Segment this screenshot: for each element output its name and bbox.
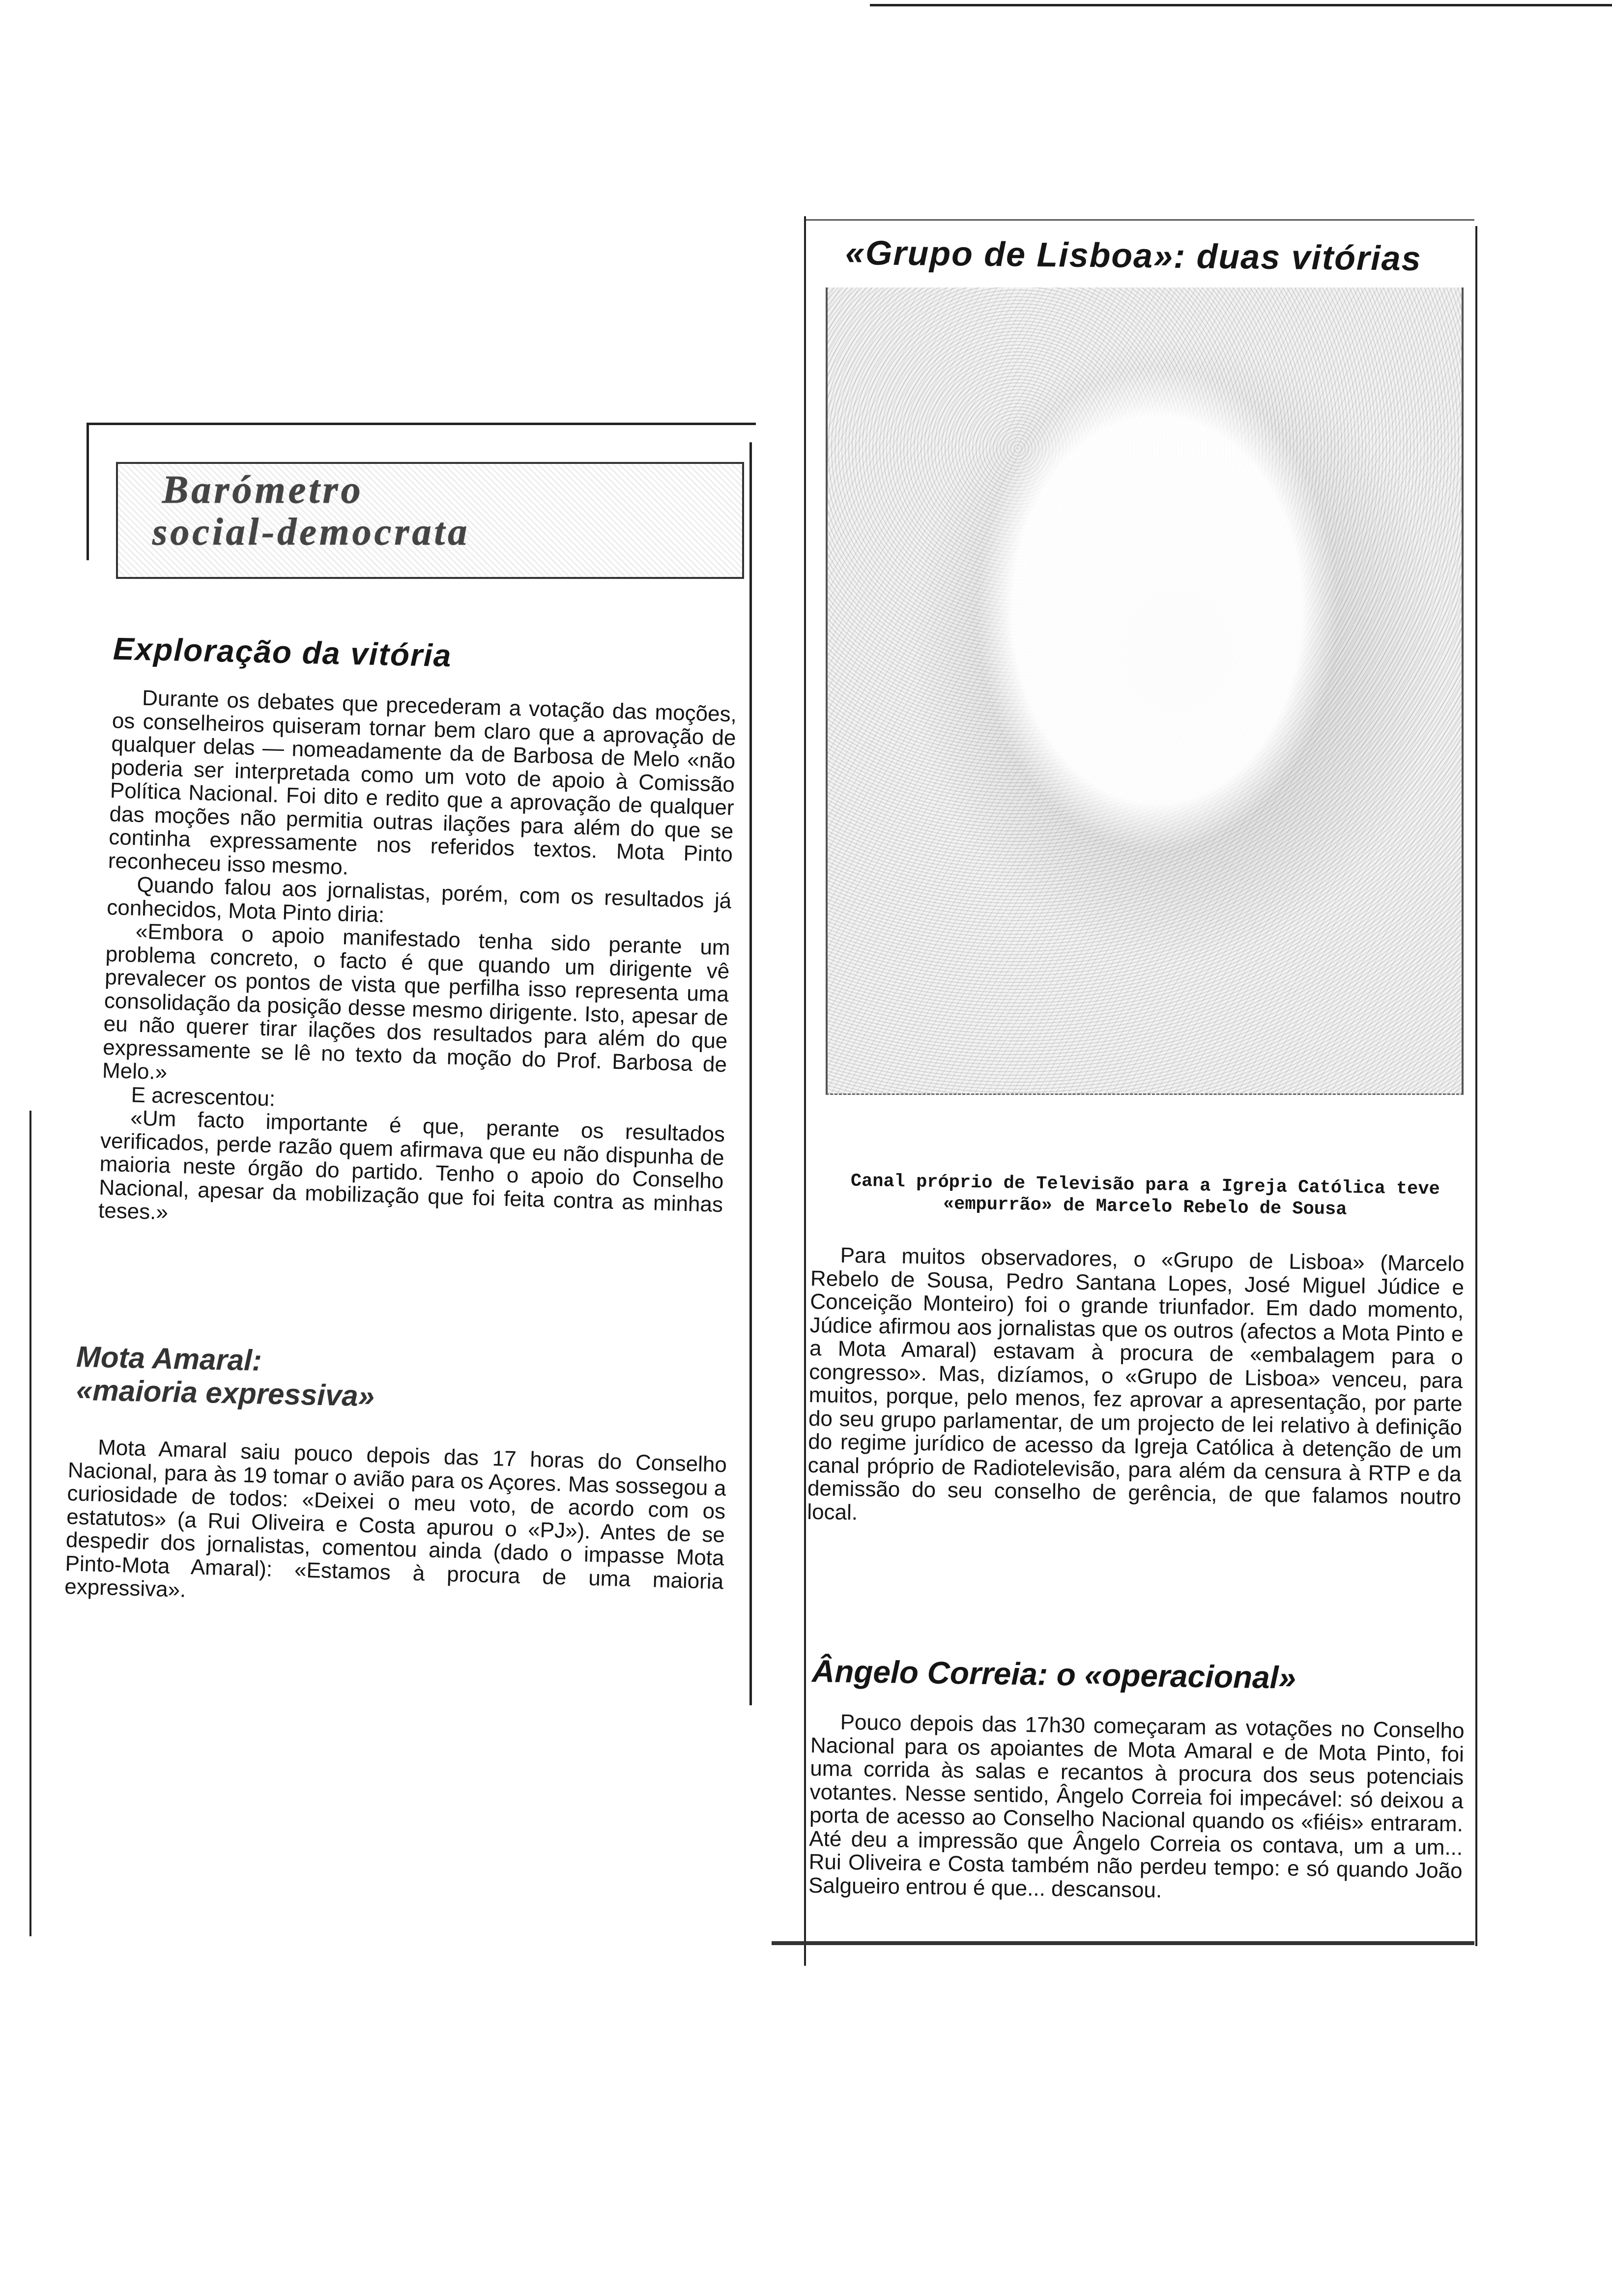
left-clip-bottom-margin xyxy=(29,1111,31,1936)
photo-caption xyxy=(820,1170,1469,1222)
right-clip-right-border xyxy=(1475,226,1477,1946)
section-title-mota-amaral-line2: «maioria expressiva» xyxy=(76,1373,375,1413)
left-clip-left-border xyxy=(86,423,89,560)
masthead-line-2: social-democrata xyxy=(152,510,470,553)
right-clip-bottom-border xyxy=(772,1941,1474,1945)
grupo-de-lisboa-text xyxy=(807,1243,1465,1533)
left-clipping xyxy=(29,423,757,1725)
paragraph: Durante os debates que precederam a votação das moções, os conselheiros quiseram tornar bem claro que a aprovação de qualquer delas — nomeadamente da de Barbosa de Melo «não poderia ser interpretada como um voto de apoio à Comissão Política Nacional. Foi dito e redito que a aprovação de qualquer das moções não permitia outras ilações para além do que se continha expressamente nos referidos textos. Mota Pinto reconheceu isso mesmo. xyxy=(108,686,737,880)
church-tv-photo xyxy=(826,287,1464,1095)
column-masthead xyxy=(116,462,744,579)
section-mota-amaral-text xyxy=(64,1435,727,1617)
angelo-correia-text xyxy=(808,1710,1465,1906)
left-clip-right-border xyxy=(749,442,752,1705)
top-scan-line xyxy=(870,4,1612,6)
section-title-exploracao: Exploração da vitória xyxy=(113,631,453,674)
paragraph: Quando falou aos jornalistas, porém, com os resultados já conhecidos, Mota Pinto diria: xyxy=(106,872,732,927)
paragraph: «Um facto importante é que, perante os resultados verificados, perde razão quem afirmava que eu não dispunha de maioria neste órgão do partido. Tenho o apoio do Conselho Nacional, apesar da mobilização que foi feita contra as minhas teses.» xyxy=(98,1106,725,1225)
paragraph: Mota Amaral saiu pouco depois das 17 horas do Conselho Nacional, para às 19 tomar o avião para os Açores. Mas sossegou a curiosidade de todos: «Deixei o meu voto, de acordo com os estatutos» (a Rui Oliveira e Costa apurou o «PJ»). Antes de se despedir dos jornalistas, comentou ainda (dado o impasse Mota Pinto-Mota Amaral): «Estamos à procura de uma maioria expressiva». xyxy=(64,1435,727,1602)
masthead-line-1: Barómetro xyxy=(162,468,364,512)
paragraph: Pouco depois das 17h30 começaram as votações no Conselho Nacional para os apoiantes de Mota Amaral e de Mota Pinto, foi uma corrida às salas e recantos à procura dos seus potenciais votantes. Nesse sentido, Ângelo Correia foi impecável: só deixou a porta de acesso ao Conselho Nacional quando os «fiéis» entraram. Até deu a impressão que Ângelo Correia os contava, um a um... Rui Oliveira e Costa também não perdeu tempo: e só quando João Salgueiro entrou é que... descansou. xyxy=(808,1710,1465,1902)
paragraph: «Embora o apoio manifestado tenha sido perante um problema concreto, o facto é que quando um dirigente vê prevalecer os pontos de vista que perfilha isso representa uma consolidação da posição desse mesmo dirigente. Isto, apesar de eu não querer tirar ilações dos resultados para além do que expressamente se lê no texto da moção do Prof. Barbosa de Melo.» xyxy=(102,919,731,1085)
photo-caption-line-1: Canal próprio de Televisão para a Igreja Católica teve xyxy=(850,1171,1440,1200)
left-clip-top-border xyxy=(87,423,756,425)
section-exploracao-text xyxy=(98,686,737,1240)
paragraph: E acrescentou: xyxy=(131,1082,276,1111)
right-headline: «Grupo de Lisboa»: duas vitórias xyxy=(845,233,1422,278)
section-title-mota-amaral-line1: Mota Amaral: xyxy=(76,1340,262,1377)
paragraph: Para muitos observadores, o «Grupo de Lisboa» (Marcelo Rebelo de Sousa, Pedro Santana Lopes, José Miguel Júdice e Conceição Monteiro) foi o grande triunfador. Em dado momento, Júdice afirmou aos jornalistas que os outros (afectos a Mota Pinto e a Mota Amaral) estavam à procura de «embalagem para o congresso». Mas, dizíamos, o «Grupo de Lisboa» venceu, para muitos, porque, pelo menos, fez aprovar a apresentação, por parte do seu grupo parlamentar, de um projecto de lei relativo à definição do regime jurídico de acesso da Igreja Católica à detenção de um canal próprio de Radiotelevisão, para além da censura à RTP e da demissão do seu conselho de gerência, de que falamos noutro local. xyxy=(807,1243,1465,1524)
right-clipping xyxy=(757,197,1484,1985)
right-clip-left-border xyxy=(804,216,806,1966)
right-clip-top-border xyxy=(806,219,1474,221)
section-title-angelo-correia: Ângelo Correia: o «operacional» xyxy=(811,1653,1296,1695)
photo-caption-line-2: «empurrão» de Marcelo Rebelo de Sousa xyxy=(943,1194,1347,1220)
